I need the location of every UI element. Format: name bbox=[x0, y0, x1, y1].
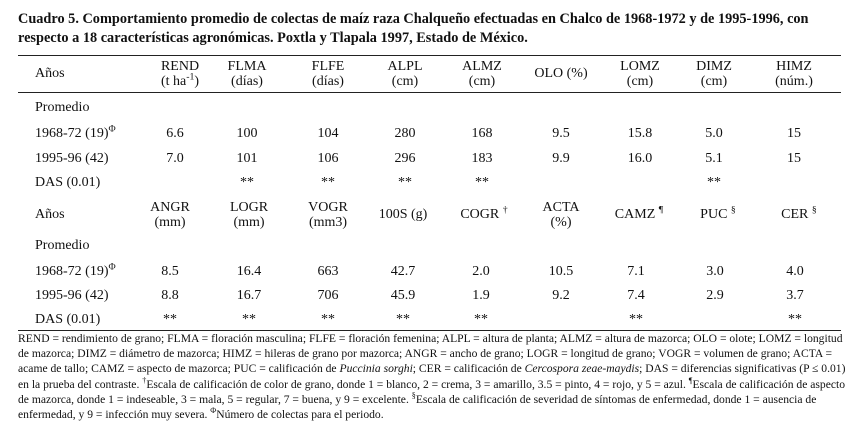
table1-row-label: 1968-72 $(19)^\Phi$ bbox=[35, 123, 116, 141]
table-footnote: REND = rendimiento de grano; FLMA = floración masculina; FLFE = floración femenina; ALPL = altura de planta; ALMZ = altura de mazorca; OLO = olote; LOMZ = longitud de mazorca; DIMZ = diámetro de mazorca; HIMZ = hileras de grano por mazorca; ANGR = ancho de grano; LOGR = longitud de grano; VOGR = volumen de grano; ACTA = acame de tallo; CAMZ = aspecto de mazorca; PUC = calificación de Puccinia sorghi; CER = calificación de Cercospora zeae-maydis; DAS = diferencias significativas (P ≤ 0.01) en la prueba del contraste. †Escala de calificación de color de grano, donde 1 = blanco, 2 = crema, 3 = amarillo, 3.5 = pinto, 4 = rojo, y 5 = azul. ¶Escala de calificación de aspecto de mazorca, donde 1 = indeseable, 3 = mala, 5 = regular, 7 = buena, y 9 = excelente. §Escala de calificación de severidad de síntomas de enfermedad, donde 1 = ausencia de enfermedad, y 9 = infección muy severa. $^\Phi$Número de colectas para el periodo. bbox=[18, 332, 846, 422]
table1-col-rend-header: REND (t $ha^{-1}$) bbox=[160, 59, 200, 89]
table-caption: Cuadro 5. Comportamiento promedio de colectas de maíz raza Chalqueño efectuadas en Chalco de 1968-1972 y de 1995-1996, con respecto a 18 características agronómicas. Poxtla y Tlapala 1997, Estado de México. bbox=[18, 11, 809, 46]
table2-col-acta-header: ACTA (%) bbox=[542, 200, 580, 230]
table1-col-dimz-header: DIMZ (cm) bbox=[696, 59, 732, 89]
table-cell: ** bbox=[242, 312, 256, 327]
table1-col-alpl-header: ALPL (cm) bbox=[387, 59, 423, 89]
table-cell: 16.4 bbox=[236, 264, 262, 279]
table-cell: 9.2 bbox=[552, 288, 570, 303]
table-cell: 5.1 bbox=[705, 151, 723, 166]
table-cell: 2.0 bbox=[472, 264, 490, 279]
table1-col-almz-header: ALMZ (cm) bbox=[462, 59, 502, 89]
table1-col-himz-header: HIMZ (núm.) bbox=[775, 59, 813, 89]
table-cell: 7.4 bbox=[627, 288, 645, 303]
table-cell: 296 bbox=[394, 151, 416, 166]
table1-col-olo-header: OLO (%) bbox=[534, 66, 588, 81]
table2-row-label: DAS (0.01) bbox=[35, 312, 101, 327]
table-cell: ** bbox=[396, 312, 410, 327]
table-cell: 16.7 bbox=[236, 288, 262, 303]
table2-col-angr-header: ANGR (mm) bbox=[150, 200, 190, 230]
table-cell: 706 bbox=[317, 288, 339, 303]
table-cell: 45.9 bbox=[390, 288, 416, 303]
table-cell: ** bbox=[474, 312, 488, 327]
table-cell: ** bbox=[788, 312, 802, 327]
table-cell: ** bbox=[707, 175, 721, 190]
table1-row-header: Años bbox=[35, 66, 65, 81]
table-cell: ** bbox=[475, 175, 489, 190]
table-cell: 4.0 bbox=[786, 264, 804, 279]
table-cell: 15 bbox=[787, 126, 801, 141]
table-cell: ** bbox=[629, 312, 643, 327]
table1-row-label: DAS (0.01) bbox=[35, 175, 101, 190]
table-cell: 9.5 bbox=[552, 126, 570, 141]
table2-col-cer-header: CER § bbox=[781, 204, 817, 222]
table-cell: 42.7 bbox=[390, 264, 416, 279]
table-cell: 6.6 bbox=[166, 126, 184, 141]
table-cell: ** bbox=[240, 175, 254, 190]
table2-row-label: 1968-72 $(19)^\Phi$ bbox=[35, 261, 116, 279]
table-cell: 3.0 bbox=[706, 264, 724, 279]
table2-group-label: Promedio bbox=[35, 238, 90, 253]
table2-col-puc-header: PUC § bbox=[700, 204, 736, 222]
table-top-rule bbox=[18, 55, 841, 56]
table1-col-flfe-header: FLFE (días) bbox=[311, 59, 345, 89]
table-cell: 3.7 bbox=[786, 288, 804, 303]
table2-col-logr-header: LOGR (mm) bbox=[229, 200, 269, 230]
table1-col-lomz-header: LOMZ (cm) bbox=[620, 59, 660, 89]
table2-col-100s-header: 100S (g) bbox=[378, 207, 428, 222]
table-cell: ** bbox=[321, 175, 335, 190]
table-cell: ** bbox=[163, 312, 177, 327]
table-cell: 280 bbox=[394, 126, 416, 141]
table-cell: 104 bbox=[317, 126, 339, 141]
table-cell: 168 bbox=[471, 126, 493, 141]
table-cell: 7.1 bbox=[627, 264, 645, 279]
table2-row-label: 1995-96 (42) bbox=[35, 288, 109, 303]
table1-group-label: Promedio bbox=[35, 100, 90, 115]
table-cell: 1.9 bbox=[472, 288, 490, 303]
table2-col-camz-header: CAMZ ¶ bbox=[614, 204, 664, 222]
table-cell: 101 bbox=[236, 151, 258, 166]
table1-col-flma-header: FLMA (días) bbox=[227, 59, 267, 89]
table-cell: ** bbox=[398, 175, 412, 190]
table-cell: 5.0 bbox=[705, 126, 723, 141]
table-cell: 7.0 bbox=[166, 151, 184, 166]
table-cell: ** bbox=[321, 312, 335, 327]
table2-col-cogr-header: COGR † bbox=[460, 204, 508, 222]
table1-row-label: 1995-96 (42) bbox=[35, 151, 109, 166]
table2-col-vogr-header: VOGR (mm3) bbox=[308, 200, 348, 230]
table-cell: 8.5 bbox=[161, 264, 179, 279]
table1-header-rule bbox=[18, 92, 841, 93]
table-cell: 9.9 bbox=[552, 151, 570, 166]
table-cell: 663 bbox=[317, 264, 339, 279]
table-cell: 10.5 bbox=[548, 264, 574, 279]
table-cell: 106 bbox=[317, 151, 339, 166]
table-cell: 100 bbox=[236, 126, 258, 141]
table-cell: 8.8 bbox=[161, 288, 179, 303]
table-cell: 183 bbox=[471, 151, 493, 166]
table-cell: 16.0 bbox=[627, 151, 653, 166]
table2-row-header: Años bbox=[35, 207, 65, 222]
table-cell: 15 bbox=[787, 151, 801, 166]
table-cell: 2.9 bbox=[706, 288, 724, 303]
table-cell: 15.8 bbox=[627, 126, 653, 141]
